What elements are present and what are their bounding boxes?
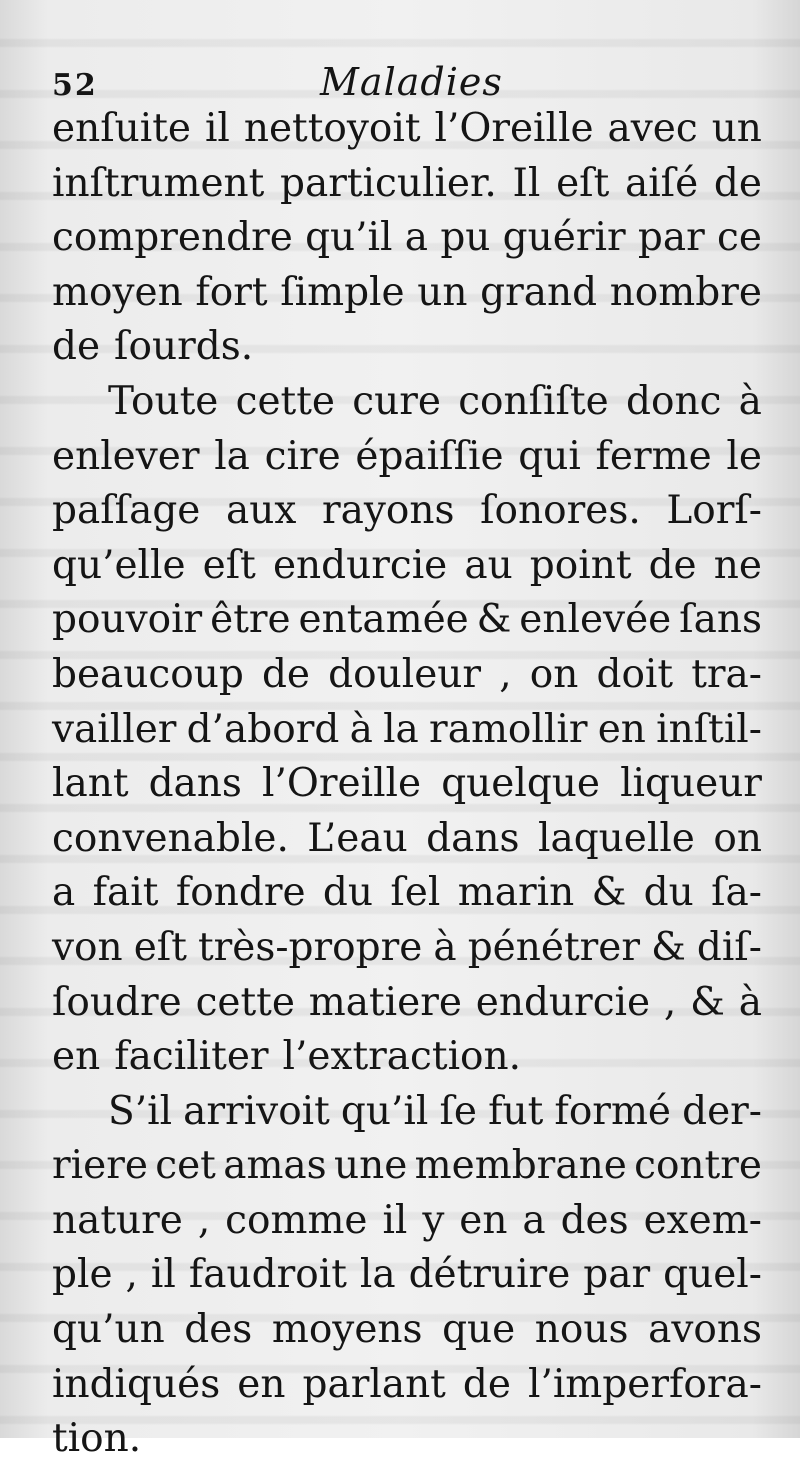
- page-number: 52: [52, 68, 98, 103]
- text-line: Toute cette cure conſiſte donc à: [108, 378, 762, 424]
- text-line: nature , comme il y en a des exem-: [52, 1197, 762, 1243]
- text-line: en faciliter l’extraction.: [52, 1034, 522, 1080]
- text-line: enlever la cire épaiſſie qui ferme le: [52, 433, 762, 479]
- text-line: beaucoup de douleur , on doit tra-: [52, 651, 762, 697]
- body-text: [52, 102, 762, 1467]
- text-line: pouvoir être entamée & enlevée ſans: [52, 597, 762, 643]
- text-line: enſuite il nettoyoit l’Oreille avec un: [52, 106, 762, 151]
- text-line: comprendre qu’il a pu guérir par ce: [52, 215, 762, 261]
- text-line: a fait fondre du ſel marin & du ſa-: [52, 870, 762, 916]
- text-line: ple , il faudroit la détruire par quel-: [52, 1252, 762, 1298]
- text-line: ſoudre cette matiere endurcie , & à: [52, 979, 762, 1025]
- text-line: inſtrument particulier. Il eſt aiſé de: [52, 160, 762, 206]
- running-title: Maladies: [320, 60, 503, 104]
- text-line: convenable. L’eau dans laquelle on: [52, 815, 762, 861]
- text-line: riere cet amas une membrane contre: [52, 1143, 762, 1189]
- text-line: vailler d’abord à la ramollir en inſtil-: [52, 706, 762, 752]
- page-header: [52, 60, 752, 104]
- text-line: qu’un des moyens que nous avons: [52, 1307, 762, 1353]
- text-line: indiqués en parlant de l’imperfora-: [52, 1361, 762, 1407]
- text-line: qu’elle eſt endurcie au point de ne: [52, 542, 762, 588]
- text-line: moyen fort ſimple un grand nombre: [52, 269, 762, 315]
- text-line: von eſt très-propre à pénétrer & diſ-: [52, 924, 762, 970]
- text-line: lant dans l’Oreille quelque liqueur: [52, 761, 762, 807]
- text-line: paſſage aux rayons ſonores. Lorſ-: [52, 488, 762, 534]
- text-line: tion.: [52, 1416, 142, 1462]
- text-line: de ſourds.: [52, 324, 254, 370]
- text-line: S’il arrivoit qu’il ſe fut formé der-: [108, 1088, 762, 1134]
